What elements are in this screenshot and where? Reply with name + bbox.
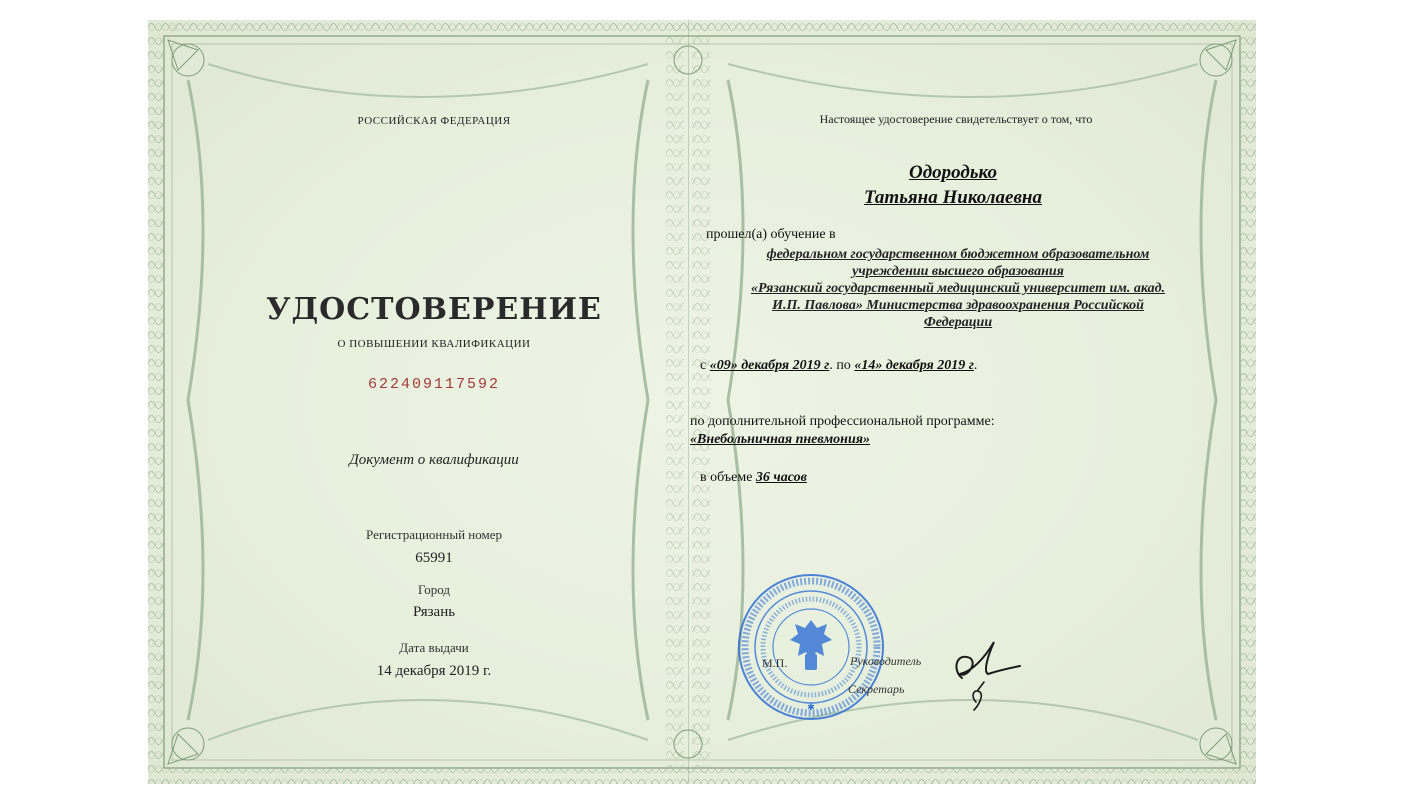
to-date: «14» декабря 2019 г — [854, 358, 974, 373]
holder-surname: Одородько — [909, 162, 997, 183]
page-fold — [688, 20, 689, 784]
institution-line: федеральном государственном бюджетном образовательном — [766, 247, 1150, 262]
volume-label: в объеме — [700, 470, 753, 485]
from-label: с — [700, 358, 707, 373]
program-label: по дополнительной профессиональной программе: — [690, 414, 995, 429]
head-label: Руководитель — [850, 654, 922, 668]
country-label: РОССИЙСКАЯ ФЕДЕРАЦИЯ — [357, 115, 511, 127]
study-period — [700, 358, 977, 374]
period-end: . — [973, 358, 978, 373]
city: Рязань — [412, 604, 456, 620]
serial-number: 622409117592 — [367, 376, 501, 393]
intro-text: Настоящее удостоверение свидетельствует о том, что — [819, 112, 1093, 126]
volume — [700, 470, 807, 486]
issue-date: 14 декабря 2019 г. — [376, 663, 492, 679]
institution-line: «Рязанский государственный медицинский университет им. акад. — [750, 281, 1166, 296]
signatures — [948, 630, 1038, 720]
city-label: Город — [417, 582, 451, 597]
page-title: УДОСТОВЕРЕНИЕ — [266, 292, 602, 327]
certificate-document — [148, 20, 1256, 784]
from-date: «09» декабря 2019 г — [709, 358, 830, 373]
official-stamp — [736, 572, 886, 722]
volume-value: 36 часов — [755, 470, 807, 485]
holder-given-names: Татьяна Николаевна — [864, 187, 1042, 208]
institution-line: И.П. Павлова» Министерства здравоохранения Российской — [772, 298, 1144, 313]
svg-text:✱: ✱ — [807, 702, 815, 712]
reg-number: 65991 — [415, 550, 453, 566]
to-label: . по — [829, 358, 851, 373]
stamp-label: М.П. — [762, 656, 788, 670]
issue-date-label: Дата выдачи — [399, 640, 469, 655]
ornamental-frame — [148, 20, 1256, 784]
eagle-emblem-icon — [790, 620, 832, 670]
reg-number-label: Регистрационный номер — [366, 527, 502, 542]
secretary-label: Секретарь — [848, 682, 905, 696]
institution-line: Федерации — [923, 315, 993, 330]
institution-name — [698, 246, 1218, 331]
doc-type: Документ о квалификации — [349, 452, 519, 468]
subtitle: О ПОВЫШЕНИИ КВАЛИФИКАЦИИ — [337, 338, 531, 350]
program-name: «Внебольничная пневмония» — [690, 432, 870, 447]
studied-label: прошел(а) обучение в — [706, 227, 836, 242]
institution-line: учреждении высшего образования — [852, 264, 1064, 279]
